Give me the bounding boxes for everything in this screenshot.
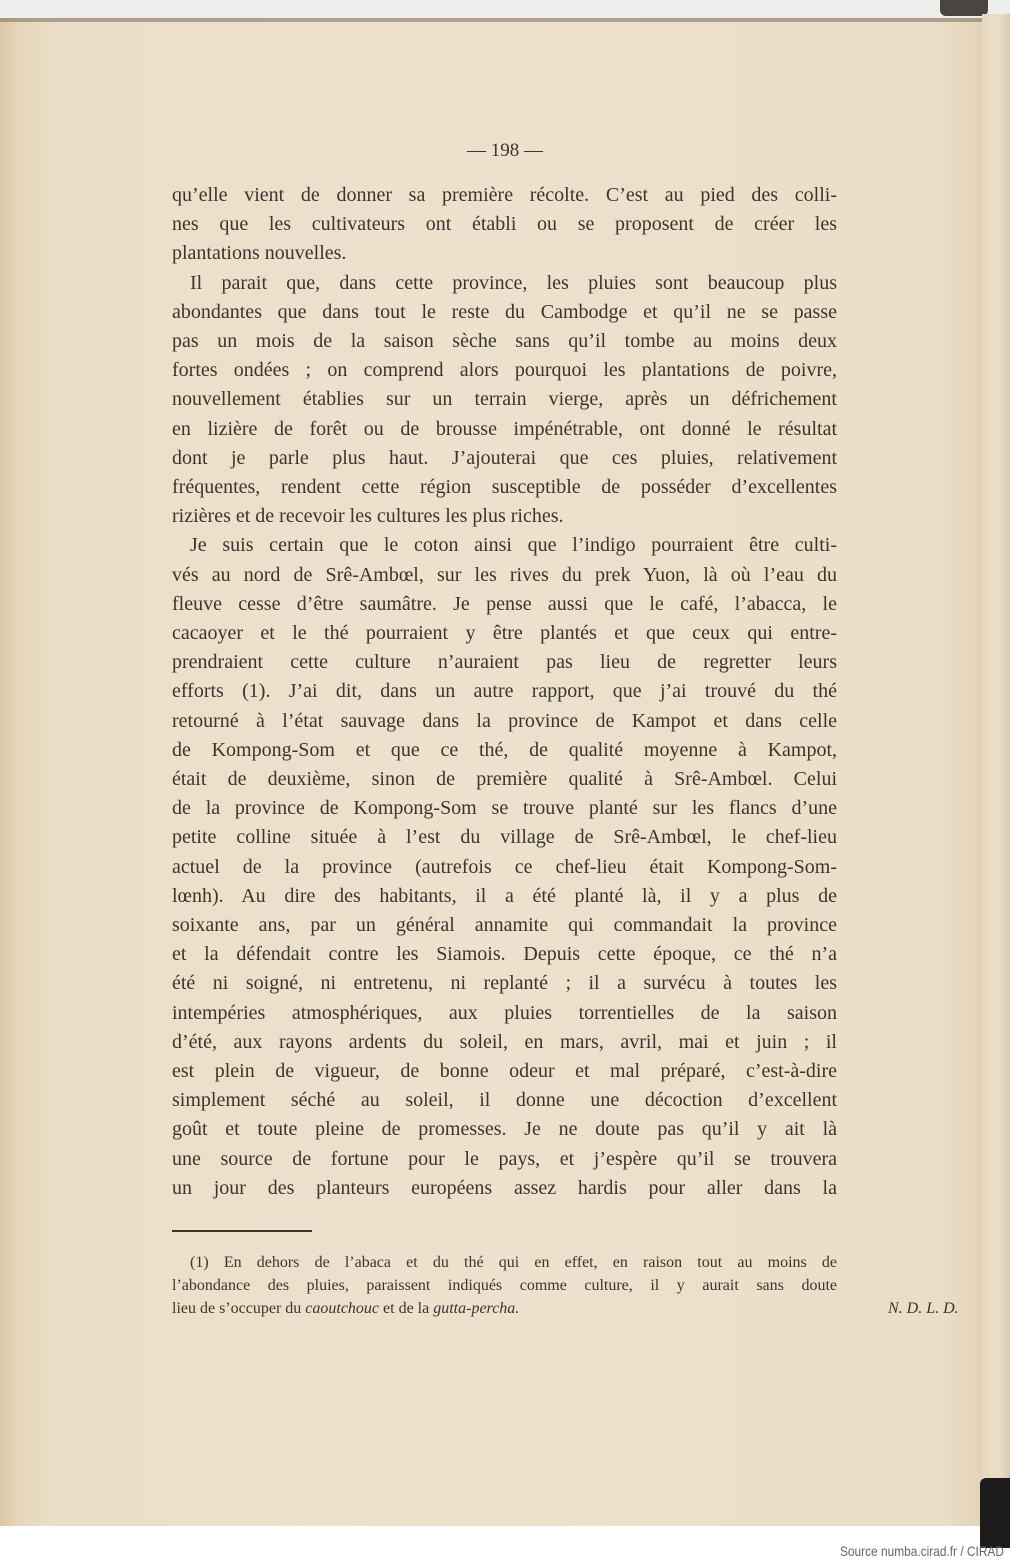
text-line: actuel de la province (autrefois ce chef-lieu était Kompong-Som- xyxy=(172,855,837,878)
page-number: — 198 — xyxy=(467,140,543,161)
footnote-signature: N. D. L. D. xyxy=(888,1300,959,1317)
text-line: petite colline située à l’est du village de Srê-Ambœl, le chef-lieu xyxy=(172,826,837,849)
footnote-line-last xyxy=(172,1299,959,1319)
text-line: lœnh). Au dire des habitants, il a été planté là, il y a plus de xyxy=(172,884,837,907)
text-line: soixante ans, par un général annamite qui commandait la province xyxy=(172,914,837,936)
text-line: cacaoyer et le thé pourraient y être plantés et que ceux qui entre- xyxy=(172,622,837,644)
text-line: Je suis certain que le coton ainsi que l’indigo pourraient être culti- xyxy=(190,534,837,557)
text-line: et la défendait contre les Siamois. Depuis cette époque, ce thé n’a xyxy=(172,943,837,966)
text-line: fleuve cesse d’être saumâtre. Je pense aussi que le café, l’abacca, le xyxy=(172,592,837,615)
book-binding xyxy=(980,1478,1010,1548)
text-line: abondantes que dans tout le reste du Cambodge et qu’il ne se passe xyxy=(172,300,837,323)
text-line: nes que les cultivateurs ont établi ou se proposent de créer les xyxy=(172,213,837,236)
text-line: vés au nord de Srê-Ambœl, sur les rives du prek Yuon, là où l’eau du xyxy=(172,563,837,586)
text-line: été ni soigné, ni entretenu, ni replanté ; il a survécu à toutes les xyxy=(172,972,837,995)
text-line: une source de fortune pour le pays, et j’espère qu’il se trouvera xyxy=(172,1147,837,1170)
text-line: est plein de vigueur, de bonne odeur et mal préparé, c’est-à-dire xyxy=(172,1060,837,1082)
text-line: plantations nouvelles. xyxy=(172,242,347,265)
text-line: fortes ondées ; on comprend alors pourquoi les plantations de poivre, xyxy=(172,359,837,382)
text-line: qu’elle vient de donner sa première récolte. C’est au pied des colli- xyxy=(172,184,837,206)
text-line: efforts (1). J’ai dit, dans un autre rapport, que j’ai trouvé du thé xyxy=(172,680,837,703)
footnote-text: lieu de s’occuper du xyxy=(172,1300,306,1317)
text-line: simplement séché au soleil, il donne une décoction d’excellent xyxy=(172,1089,837,1112)
page-top-shadow xyxy=(0,18,1010,22)
footnote-italic: caoutchouc xyxy=(305,1300,380,1317)
text-line: prendraient cette culture n’auraient pas lieu de regretter leurs xyxy=(172,651,837,674)
text-line: de la province de Kompong-Som se trouve planté sur les flancs d’une xyxy=(172,797,837,820)
text-line: fréquentes, rendent cette région susceptible de posséder d’excellentes xyxy=(172,476,837,498)
footnote-rule xyxy=(172,1230,312,1232)
text-line: un jour des planteurs européens assez hardis pour aller dans la xyxy=(172,1176,837,1199)
text-line: pas un mois de la saison sèche sans qu’il tombe au moins deux xyxy=(172,330,837,352)
text-line: goût et toute pleine de promesses. Je ne doute pas qu’il y ait là xyxy=(172,1118,837,1141)
book-clip xyxy=(940,0,988,16)
scan-top-edge xyxy=(0,0,1010,20)
text-line: de Kompong-Som et que ce thé, de qualité moyenne à Kampot, xyxy=(172,738,837,761)
page-edge xyxy=(982,14,1010,1526)
text-line: d’été, aux rayons ardents du soleil, en mars, avril, mai et juin ; il xyxy=(172,1030,837,1053)
source-credit: Source numba.cirad.fr / CIRAD xyxy=(839,1543,1004,1559)
text-line: était de deuxième, sinon de première qualité à Srê-Ambœl. Celui xyxy=(172,768,837,790)
text-line: en lizière de forêt ou de brousse impénétrable, ont donné le résultat xyxy=(172,417,837,440)
footnote-line: (1) En dehors de l’abaca et du thé qui en effet, en raison tout au moins de xyxy=(190,1254,837,1271)
text-line: rizières et de recevoir les cultures les plus riches. xyxy=(172,505,564,528)
footnote-text: et de la xyxy=(379,1300,434,1317)
text-line: retourné à l’état sauvage dans la province de Kampot et dans celle xyxy=(172,709,837,732)
footnote-line: l’abondance des pluies, paraissent indiqués comme culture, il y aurait sans doute xyxy=(172,1277,837,1294)
text-line: nouvellement établies sur un terrain vierge, après un défrichement xyxy=(172,388,837,411)
text-line: intempéries atmosphériques, aux pluies torrentielles de la saison xyxy=(172,1001,837,1024)
text-line: Il parait que, dans cette province, les pluies sont beaucoup plus xyxy=(190,271,837,294)
text-line: dont je parle plus haut. J’ajouterai que ces pluies, relativement xyxy=(172,446,837,469)
footnote-italic: gutta-percha. xyxy=(433,1300,520,1317)
